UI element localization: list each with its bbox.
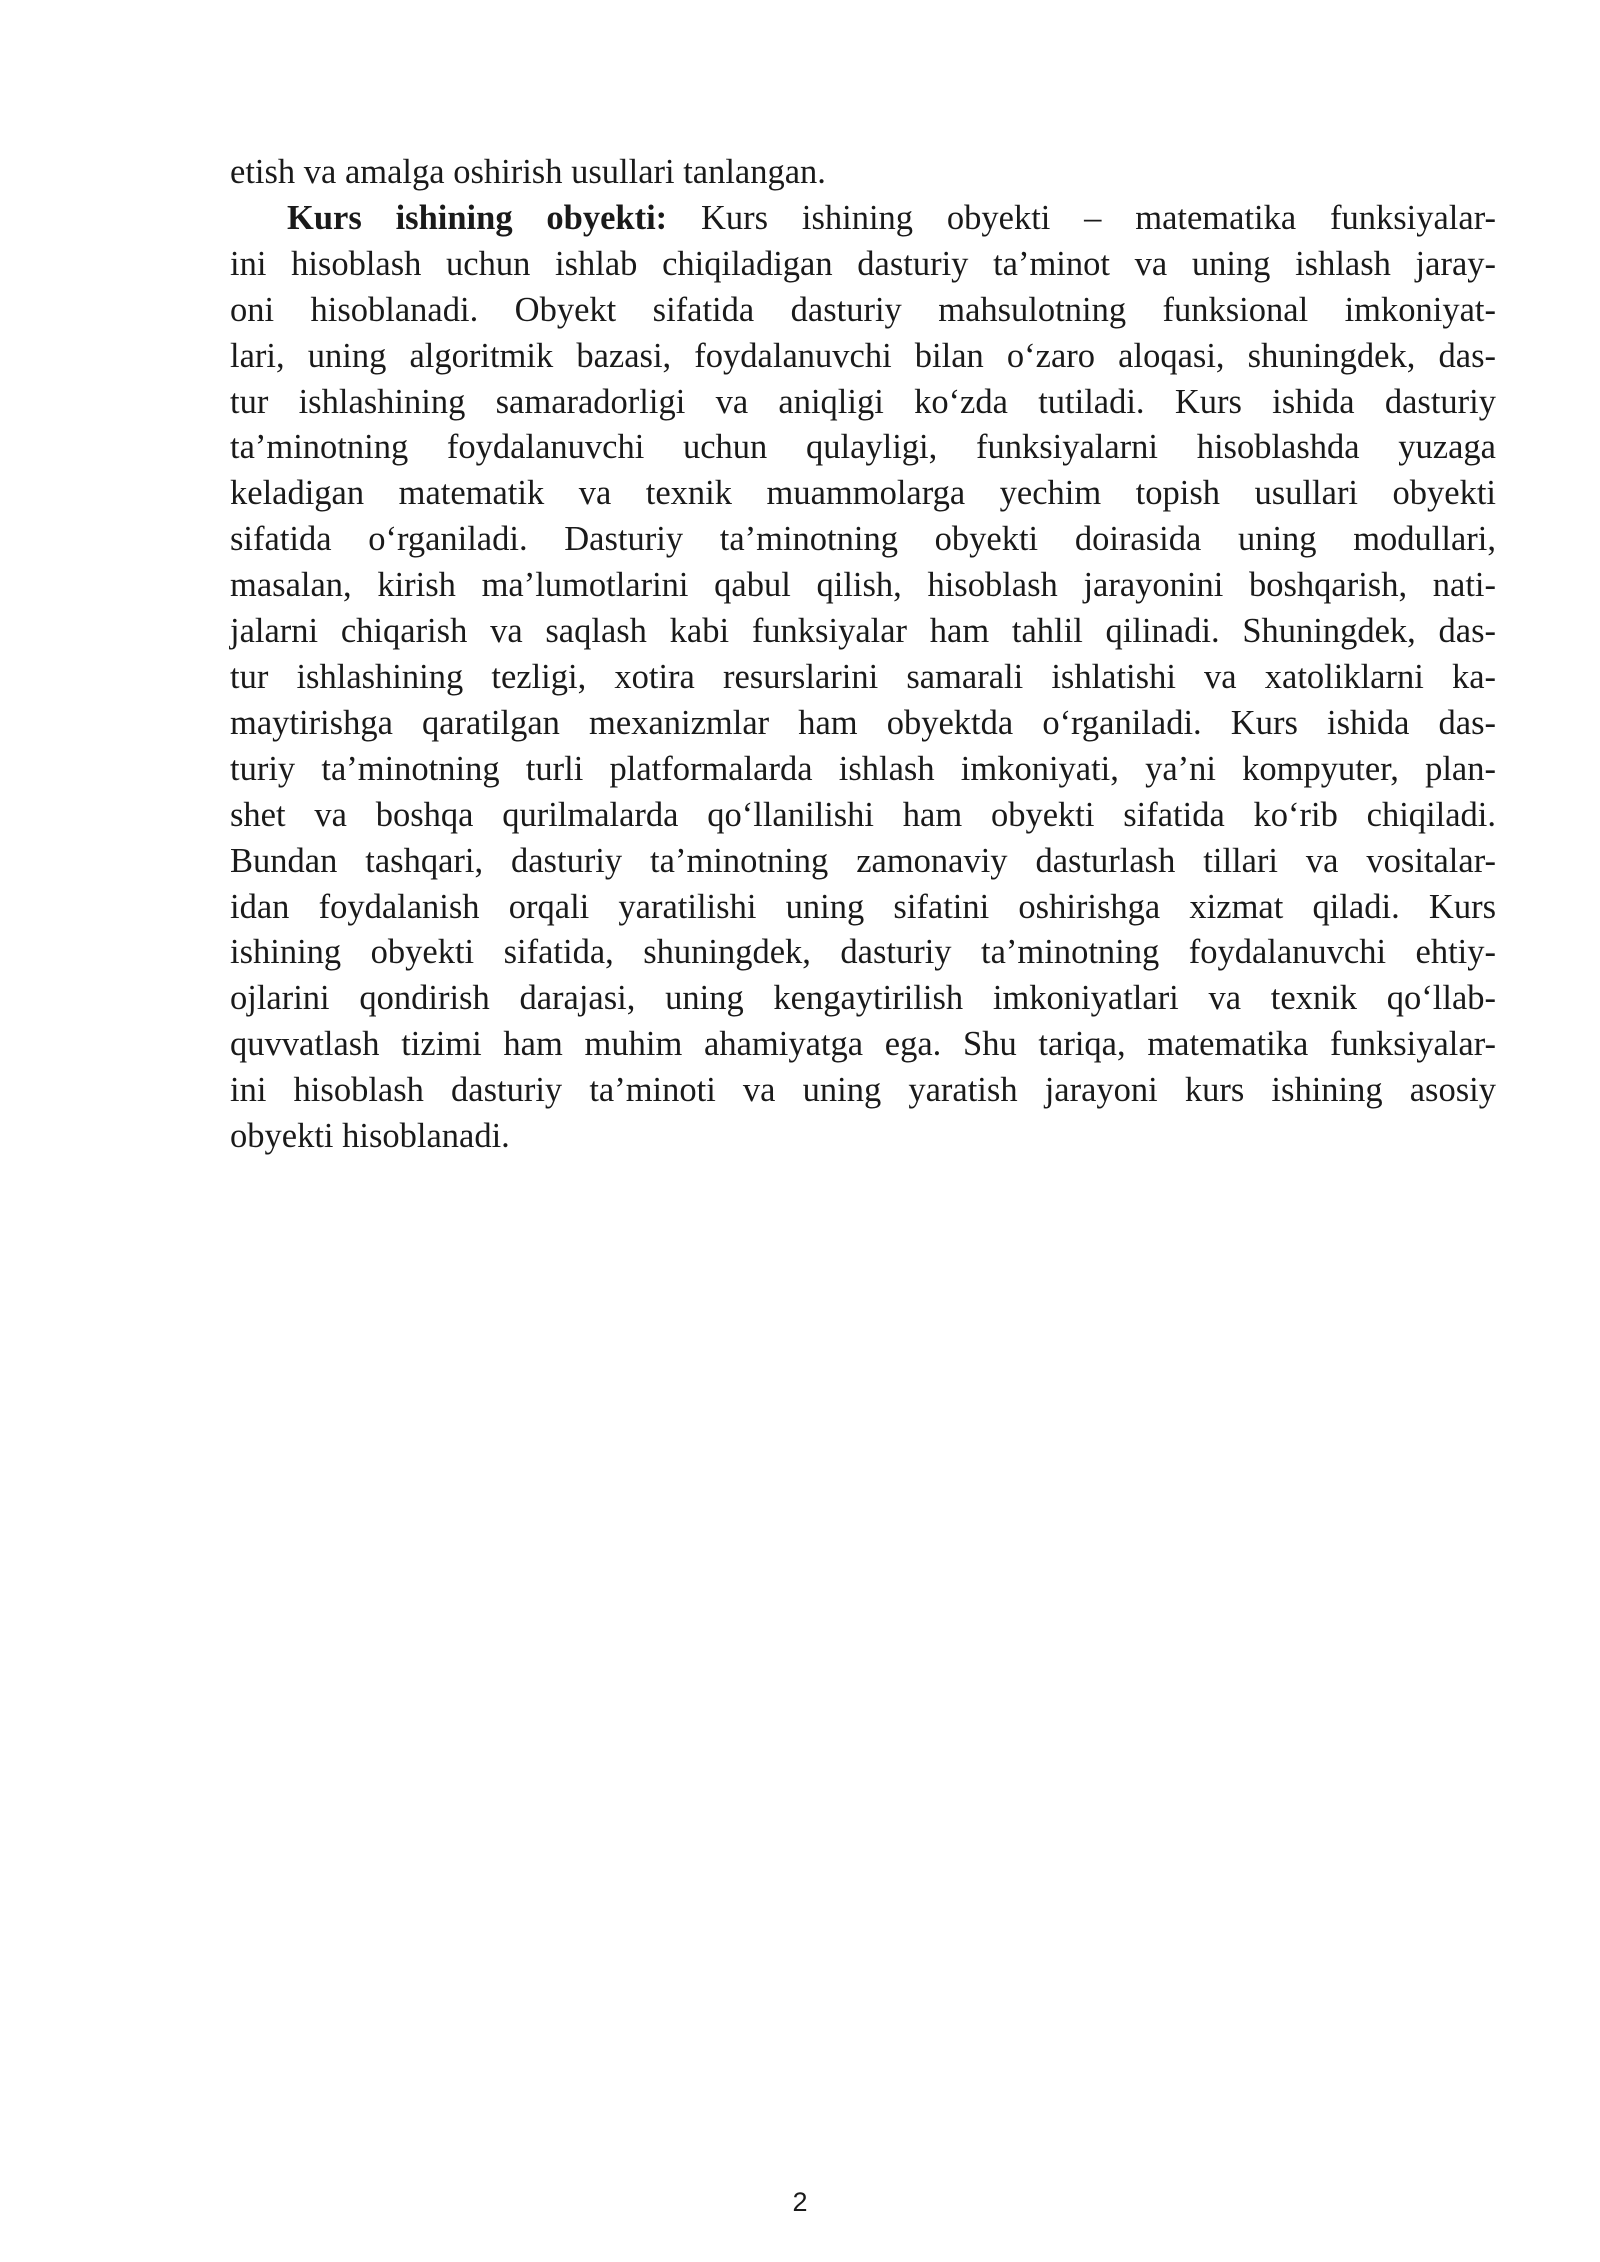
text-line <box>230 1114 1496 1160</box>
text-line <box>230 425 1496 471</box>
line-text: quvvatlash tizimi ham muhim ahamiyatga ega. Shu tariqa, matematika funksiyalar- <box>230 1025 1496 1064</box>
line-text: shet va boshqa qurilmalarda qo‘llanilishi ham obyekti sifatida ko‘rib chiqiladi. <box>230 795 1496 834</box>
line-text: jalarni chiqarish va saqlash kabi funksiyalar ham tahlil qilinadi. Shuningdek, das- <box>230 612 1496 651</box>
line-text: turiy ta’minotning turli platformalarda ishlash imkoniyati, ya’ni kompyuter, plan- <box>230 749 1496 788</box>
line-text: ini hisoblash dasturiy ta’minoti va uning yaratish jarayoni kurs ishining asosiy <box>230 1071 1496 1110</box>
line-text: ta’minotning foydalanuvchi uchun qulayligi, funksiyalarni hisoblashda yuzaga <box>230 428 1496 467</box>
text-line <box>230 471 1496 517</box>
text-line <box>230 747 1496 793</box>
line-text: obyekti hisoblanadi. <box>230 1117 510 1156</box>
text-line <box>230 150 1496 196</box>
text-line <box>230 242 1496 288</box>
text-line <box>230 563 1496 609</box>
text-line <box>230 976 1496 1022</box>
body-text <box>230 150 1496 1160</box>
line-text: tur ishlashining samaradorligi va aniqligi ko‘zda tutiladi. Kurs ishida dasturiy <box>230 382 1496 421</box>
text-line <box>230 609 1496 655</box>
text-line <box>230 1068 1496 1114</box>
line-text: Kurs ishining obyekti – matematika funksiyalar- <box>667 198 1496 237</box>
text-line <box>230 288 1496 334</box>
line-text: ishining obyekti sifatida, shuningdek, dasturiy ta’minotning foydalanuvchi ehtiy- <box>230 933 1496 972</box>
line-text: masalan, kirish ma’lumotlarini qabul qilish, hisoblash jarayonini boshqarish, nati- <box>230 566 1496 605</box>
line-text: idan foydalanish orqali yaratilishi uning sifatini oshirishga xizmat qiladi. Kurs <box>230 887 1496 926</box>
line-text: oni hisoblanadi. Obyekt sifatida dasturiy mahsulotning funksional imkoniyat- <box>230 290 1496 329</box>
text-line <box>230 793 1496 839</box>
text-line <box>230 655 1496 701</box>
line-text: maytirishga qaratilgan mexanizmlar ham obyektda o‘rganiladi. Kurs ishida das- <box>230 703 1496 742</box>
section-heading: Kurs ishining obyekti: <box>287 198 668 237</box>
page-number: 2 <box>792 2187 808 2217</box>
text-line <box>230 334 1496 380</box>
line-text: tur ishlashining tezligi, xotira resurslarini samarali ishlatishi va xatoliklarni ka- <box>230 657 1496 696</box>
line-text: etish va amalga oshirish usullari tanlangan. <box>230 153 826 191</box>
text-line <box>230 517 1496 563</box>
text-line <box>230 839 1496 885</box>
line-text: Bundan tashqari, dasturiy ta’minotning zamonaviy dasturlash tillari va vositalar- <box>230 841 1496 880</box>
line-text: ojlarini qondirish darajasi, uning kengaytirilish imkoniyatlari va texnik qo‘llab- <box>230 979 1496 1018</box>
line-text: ini hisoblash uchun ishlab chiqiladigan dasturiy ta’minot va uning ishlash jaray- <box>230 244 1496 283</box>
text-line <box>230 1022 1496 1068</box>
line-text: lari, uning algoritmik bazasi, foydalanuvchi bilan o‘zaro aloqasi, shuningdek, das- <box>230 336 1496 375</box>
text-line <box>230 196 1496 242</box>
text-line <box>230 701 1496 747</box>
text-line <box>230 930 1496 976</box>
text-line <box>230 885 1496 931</box>
line-text: keladigan matematik va texnik muammolarga yechim topish usullari obyekti <box>230 474 1496 513</box>
line-text: sifatida o‘rganiladi. Dasturiy ta’minotning obyekti doirasida uning modullari, <box>230 520 1496 559</box>
text-line <box>230 380 1496 426</box>
